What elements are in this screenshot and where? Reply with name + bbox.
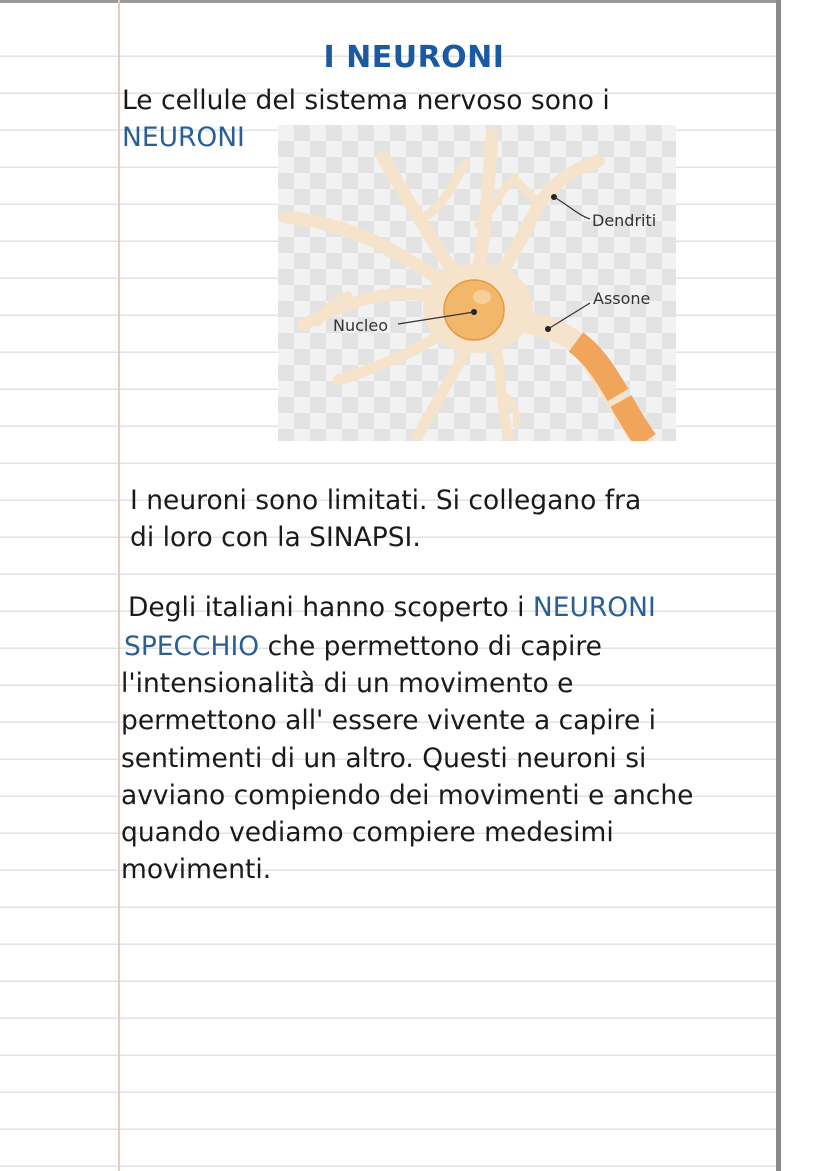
paragraph2-line-7: quando vediamo compiere medesimi [121, 817, 614, 848]
page-title: I NEURONI [323, 40, 505, 75]
paragraph2-line-3: l'intensionalità di un movimento e [121, 668, 574, 699]
myelin-segment-2 [621, 401, 646, 441]
paragraph2-line-2-text: che permettono di capire [259, 631, 602, 662]
intro-line-1: Le cellule del sistema nervoso sono i [122, 85, 610, 116]
paragraph1-line-1: I neuroni sono limitati. Si collegano fra [130, 485, 642, 516]
highlight-neuroni: NEURONI [532, 592, 656, 623]
nucleus-highlight [473, 290, 491, 304]
paragraph2-line-8: movimenti. [121, 854, 272, 885]
axon-label: Assone [593, 289, 651, 308]
dendrites-pointer [554, 197, 590, 219]
nucleus-label: Nucleo [333, 316, 388, 335]
paragraph2-line-1-text: Degli italiani hanno scoperto i [128, 592, 533, 623]
right-gutter [781, 0, 828, 1171]
paragraph2-line-4: permettono all' essere vivente a capire i [121, 705, 657, 736]
intro-line-2: NEURONI [122, 122, 245, 153]
paragraph2-line-1 [128, 589, 656, 626]
dendrites-label: Dendriti [592, 211, 657, 230]
neuron-diagram [278, 125, 676, 441]
neuron-illustration [278, 125, 676, 441]
paragraph1-line-2: di loro con la SINAPSI. [130, 522, 421, 553]
paragraph2-line-2 [124, 628, 602, 665]
paragraph2-line-5: sentimenti di un altro. Questi neuroni si [121, 743, 647, 774]
margin-line [118, 0, 120, 1171]
paragraph2-line-6: avviano compiendo dei movimenti e anche [121, 780, 694, 811]
highlight-specchio: SPECCHIO [124, 631, 260, 662]
